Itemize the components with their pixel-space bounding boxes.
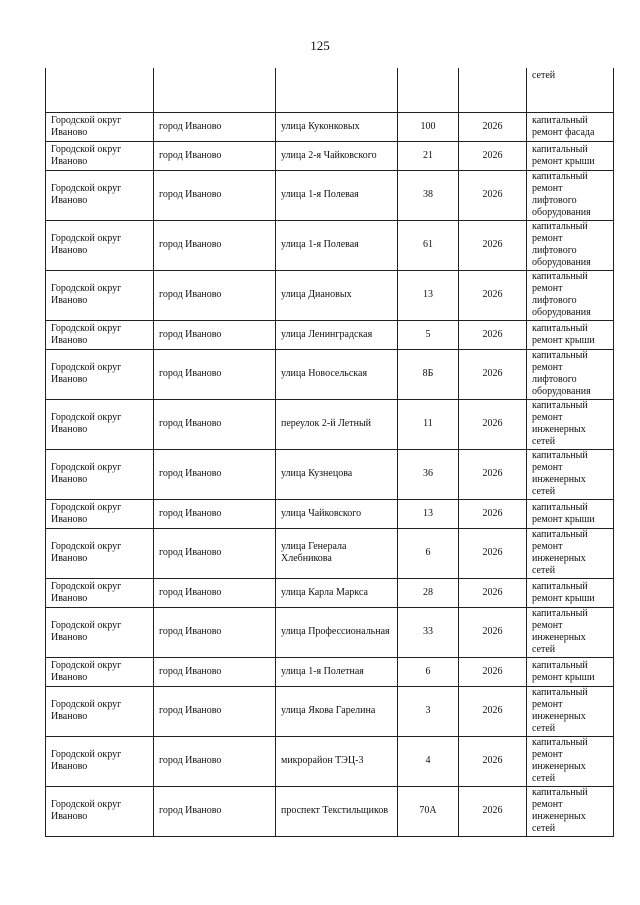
year-cell: 2026: [459, 112, 527, 141]
year-cell: 2026: [459, 349, 527, 399]
house-cell: 11: [398, 399, 459, 449]
house-cell: 8Б: [398, 349, 459, 399]
city-cell: город Иваново: [154, 786, 276, 836]
house-cell: 13: [398, 499, 459, 528]
year-cell: 2026: [459, 170, 527, 220]
district-cell: Городской округ Иваново: [46, 578, 154, 607]
street-cell: улица 1-я Полевая: [276, 170, 398, 220]
city-cell: город Иваново: [154, 270, 276, 320]
city-cell: город Иваново: [154, 349, 276, 399]
district-cell: Городской округ Иваново: [46, 449, 154, 499]
city-cell: город Иваново: [154, 607, 276, 657]
year-cell: 2026: [459, 270, 527, 320]
street-cell: улица Диановых: [276, 270, 398, 320]
house-cell: 36: [398, 449, 459, 499]
work-cell: капитальный ремонт фасада: [527, 112, 614, 141]
street-cell: улица Кузнецова: [276, 449, 398, 499]
city-cell: город Иваново: [154, 449, 276, 499]
table-row: [46, 528, 614, 578]
street-cell: улица Чайковского: [276, 499, 398, 528]
house-cell: 6: [398, 528, 459, 578]
work-cell: капитальный ремонт лифтового оборудования: [527, 270, 614, 320]
table-row: [46, 578, 614, 607]
work-cell: капитальный ремонт инженерных сетей: [527, 528, 614, 578]
year-cell: 2026: [459, 686, 527, 736]
work-cell: капитальный ремонт лифтового оборудования: [527, 349, 614, 399]
district-cell: Городской округ Иваново: [46, 528, 154, 578]
district-cell: Городской округ Иваново: [46, 657, 154, 686]
district-cell: Городской округ Иваново: [46, 349, 154, 399]
street-cell: улица Новосельская: [276, 349, 398, 399]
work-cell: капитальный ремонт инженерных сетей: [527, 786, 614, 836]
district-cell: Городской округ Иваново: [46, 499, 154, 528]
street-cell: улица Якова Гарелина: [276, 686, 398, 736]
work-cell: капитальный ремонт крыши: [527, 499, 614, 528]
table-row: [46, 449, 614, 499]
street-cell: улица Ленинградская: [276, 320, 398, 349]
city-cell: город Иваново: [154, 686, 276, 736]
table-row: [46, 270, 614, 320]
year-cell: 2026: [459, 499, 527, 528]
house-cell: 21: [398, 141, 459, 170]
street-cell: улица Профессиональная: [276, 607, 398, 657]
table-row: [46, 320, 614, 349]
house-cell: 3: [398, 686, 459, 736]
table-row: [46, 170, 614, 220]
city-cell: город Иваново: [154, 170, 276, 220]
table-row: [46, 607, 614, 657]
house-cell: 4: [398, 736, 459, 786]
district-cell: Городской округ Иваново: [46, 786, 154, 836]
district-cell: Городской округ Иваново: [46, 736, 154, 786]
house-cell: 61: [398, 220, 459, 270]
city-cell: город Иваново: [154, 499, 276, 528]
city-cell: город Иваново: [154, 399, 276, 449]
district-cell: Городской округ Иваново: [46, 686, 154, 736]
house-cell: 100: [398, 112, 459, 141]
house-cell: 5: [398, 320, 459, 349]
street-cell: проспект Текстильщиков: [276, 786, 398, 836]
repair-schedule-table: [45, 68, 614, 837]
city-cell: город Иваново: [154, 578, 276, 607]
work-cell: капитальный ремонт крыши: [527, 320, 614, 349]
city-cell: город Иваново: [154, 112, 276, 141]
work-cell: капитальный ремонт инженерных сетей: [527, 607, 614, 657]
district-cell: Городской округ Иваново: [46, 320, 154, 349]
district-cell: Городской округ Иваново: [46, 112, 154, 141]
table-row: [46, 220, 614, 270]
year-cell: 2026: [459, 141, 527, 170]
city-cell: город Иваново: [154, 657, 276, 686]
city-cell: город Иваново: [154, 528, 276, 578]
street-cell: улица 1-я Полетная: [276, 657, 398, 686]
street-cell: улица Генерала Хлебникова: [276, 528, 398, 578]
table-row: [46, 141, 614, 170]
page-number: 125: [310, 38, 330, 53]
table-row: [46, 786, 614, 836]
street-cell: микрорайон ТЭЦ-3: [276, 736, 398, 786]
street-cell: переулок 2-й Летный: [276, 399, 398, 449]
table-row: [46, 499, 614, 528]
district-cell: Городской округ Иваново: [46, 220, 154, 270]
house-cell: 28: [398, 578, 459, 607]
district-cell: Городской округ Иваново: [46, 170, 154, 220]
house-cell: 33: [398, 607, 459, 657]
house-cell: 13: [398, 270, 459, 320]
work-cell: капитальный ремонт инженерных сетей: [527, 686, 614, 736]
street-cell: улица 2-я Чайковского: [276, 141, 398, 170]
work-cell: капитальный ремонт инженерных сетей: [527, 449, 614, 499]
table-row-continuation: [46, 68, 614, 112]
work-cell: капитальный ремонт крыши: [527, 141, 614, 170]
work-cell: капитальный ремонт крыши: [527, 657, 614, 686]
city-cell: город Иваново: [154, 736, 276, 786]
table-row: [46, 686, 614, 736]
street-cell: улица 1-я Полевая: [276, 220, 398, 270]
table-row: [46, 399, 614, 449]
table-row: [46, 112, 614, 141]
street-cell: улица Карла Маркса: [276, 578, 398, 607]
year-cell: 2026: [459, 607, 527, 657]
work-cell: капитальный ремонт лифтового оборудования: [527, 170, 614, 220]
house-cell: 38: [398, 170, 459, 220]
district-cell: Городской округ Иваново: [46, 607, 154, 657]
city-cell: город Иваново: [154, 320, 276, 349]
work-cell: капитальный ремонт лифтового оборудования: [527, 220, 614, 270]
house-cell: 70А: [398, 786, 459, 836]
work-cell: капитальный ремонт инженерных сетей: [527, 399, 614, 449]
district-cell: Городской округ Иваново: [46, 270, 154, 320]
year-cell: 2026: [459, 320, 527, 349]
house-cell: 6: [398, 657, 459, 686]
year-cell: 2026: [459, 736, 527, 786]
year-cell: 2026: [459, 399, 527, 449]
city-cell: город Иваново: [154, 141, 276, 170]
year-cell: 2026: [459, 786, 527, 836]
work-cell: капитальный ремонт инженерных сетей: [527, 736, 614, 786]
district-cell: Городской округ Иваново: [46, 141, 154, 170]
table-row: [46, 657, 614, 686]
district-cell: Городской округ Иваново: [46, 399, 154, 449]
table-row: [46, 736, 614, 786]
street-cell: улица Куконковых: [276, 112, 398, 141]
city-cell: город Иваново: [154, 220, 276, 270]
year-cell: 2026: [459, 449, 527, 499]
year-cell: 2026: [459, 657, 527, 686]
work-cell: сетей: [527, 68, 614, 112]
work-cell: капитальный ремонт крыши: [527, 578, 614, 607]
year-cell: 2026: [459, 528, 527, 578]
year-cell: 2026: [459, 220, 527, 270]
table-row: [46, 349, 614, 399]
year-cell: 2026: [459, 578, 527, 607]
